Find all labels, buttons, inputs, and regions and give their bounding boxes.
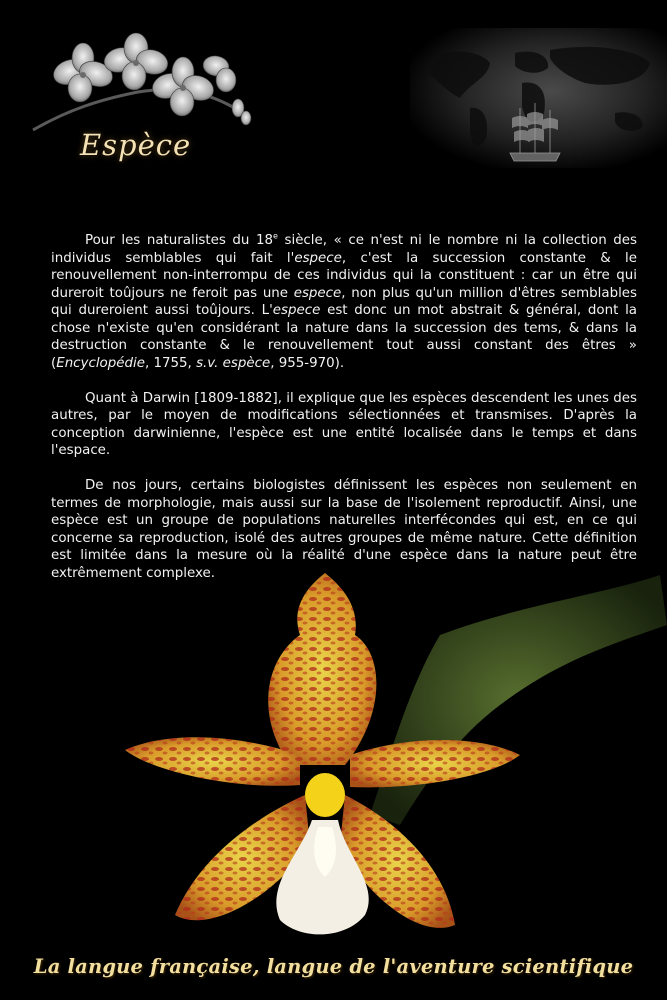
orchid-photo <box>0 565 667 955</box>
page-title: Espèce <box>80 128 192 162</box>
footer-tagline: La langue française, langue de l'aventure scientifique <box>33 955 634 978</box>
paragraph-modern-biology: De nos jours, certains biologistes définissent les espèces non seulement en termes de morphologie, mais aussi sur la base de l'isolement reproductif. Ainsi, une espèce est un groupe de populations naturelles interfécondes qui est, en ce qui concerne sa reproduction, isolé des autres groupes de même nature. Cette définition est limitée dans la mesure où la réalité d'une espèce dans la nature peut être extrêmement complexe. <box>51 478 637 581</box>
body-text <box>51 232 637 600</box>
world-map-ship-illustration <box>410 28 667 168</box>
paragraph-encyclopedie: Pour les naturalistes du 18e siècle, « ce n'est ni le nombre ni la collection des individus semblables qui fait l'espece, c'est la succession constante & le renouvellement non-interrompu de ces individus qui la constituent : car un être qui dureroit toûjours ne feroit pas une espece, non plus qu'un million d'êtres semblables qui dureroient aussi toûjours. L'espece est donc un mot abstrait & général, dont la chose n'existe qu'en considérant la nature dans la succession des tems, & dans la destruction constante & le renouvellement tout aussi constant des êtres » (Encyclopédie, 1755, s.v. espèce, 955-970). <box>51 231 638 371</box>
paragraph-darwin: Quant à Darwin [1809-1882], il explique que les espèces descendent les unes des autres, par le moyen de modifications sélectionnées et transmises. D'après la conception darwinienne, l'espèce est une entité localisée dans le temps et dans l'espace. <box>51 390 637 458</box>
